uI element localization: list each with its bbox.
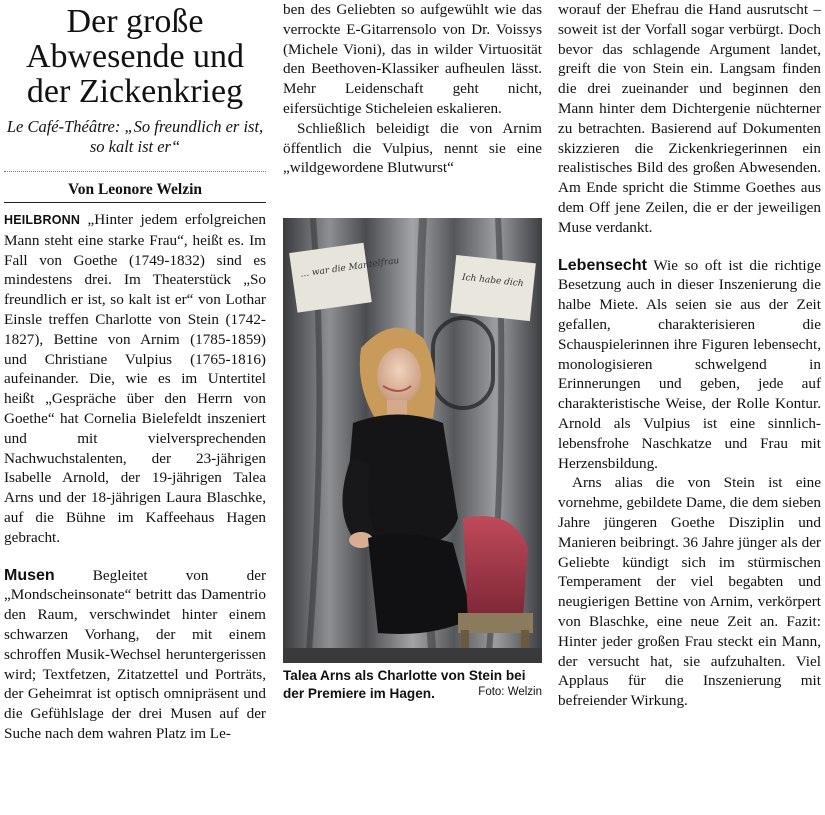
byline-divider: [4, 202, 266, 203]
paragraph-lebensecht-text: Wie so oft ist die richtige Besetzung auch in dieser Inszenierung die halbe Miete. Als seien sie aus der Zeit gefallen, charakterisieren die Schauspielerinnen ihre Figuren lebensecht, monologisieren schwelgend in Erinnerungen und geben, jede auf charakteristische Weise, der Rolle Kontur. Arnold als Vulpius ist eine sinnlich-lebensfrohe Naschkatze und Frau mit Herzensbildung.: [558, 256, 821, 472]
column-3: [558, 0, 821, 711]
article-photo: [283, 218, 542, 663]
paragraph-blutwurst: Schließlich beleidigt die von Arnim öffentlich die Vulpius, nennt sie eine „wildgewordene Blutwurst“: [283, 119, 542, 177]
paragraph-musen-text: Begleitet von der „Mondscheinsonate“ betritt das Damentrio den Raum, verschwindet hinter einem schwarzen Vorhang, der mit einem schroffen Musik-Wechsel heruntergerissen wird; Textfetzen, Zitatzettel und Porträts, der Geheimrat ist optisch omnipräsent und die Gefühlslage der drei Musen auf der Suche nach dem wahren Platz im Le-: [4, 566, 266, 742]
paragraph-lebensecht: [558, 256, 821, 474]
column-1: [4, 0, 266, 744]
dotted-divider: [4, 171, 266, 172]
kicker-musen: Musen: [4, 566, 55, 584]
paragraph-musen: [4, 566, 266, 744]
headline: Der große Abwesende und der Zickenkrieg: [25, 3, 245, 110]
photo-credit: Foto: Welzin: [478, 685, 542, 698]
kicker-lebensecht: Lebensecht: [558, 256, 647, 274]
paragraph-intro-text: „Hinter jedem erfolgreichen Mann steht eine starke Frau“, heißt es. Im Fall von Goethe (1749-1832) sind es mindestens drei. Im Theaterstück „So freundlich er ist, so kalt ist er“ von Lothar Einsle treffen Charlotte von Stein (1742-1827), Bettine von Arnim (1785-1859) und Christiane Vulpius (1765-1816) aufeinander. Die, wie es im Untertitel heißt „Gespräche über den Herrn von Goethe“ hat Cornelia Bielefeldt inszeniert und mit vielversprechenden Nachwuchstalenten, der 23-jährigen Isabelle Arnold, der 19-jährigen Talea Arns und der 18-jährigen Laura Blaschke, auf die Bühne im Kaffeehaus Hagen gebracht.: [4, 211, 267, 546]
paragraph-vorfall: worauf der Ehefrau die Hand ausrutscht – soweit ist der Vorfall sogar verbürgt. Doch bevor das schlagende Argument landet, greift die von Stein ein. Langsam finden die drei zueinander und beginnen den Mann hinter dem Dichtergenie nüchterner zu betrachten. Basierend auf Dokumenten skizzieren die Zickenkriegerinnen ein realistisches Bild des großen Abwesenden. Am Ende spricht die Stimme Goethes aus dem Off jene Zeilen, die er der jeweiligen Muse verdankt.: [558, 1, 821, 236]
byline: Von Leonore Welzin: [67, 181, 203, 198]
photo-caption-text: Talea Arns als Charlotte von Stein bei der Premiere im Hagen.: [283, 668, 526, 701]
subheadline: Le Café-Théâtre: „So freundlich er ist, so kalt ist er“: [6, 117, 264, 156]
column-2: [283, 0, 542, 702]
photo-illustration: [283, 218, 542, 663]
photo-note-left: … war die Mantelfrau: [299, 256, 400, 280]
dateline: HEILBRONN: [4, 213, 81, 227]
photo-note-right: Ich habe dich: [461, 272, 524, 290]
paragraph-intro: [4, 210, 266, 548]
photo-caption: [283, 667, 542, 702]
paragraph-continued: ben des Geliebten so aufgewühlt wie das verrockte E-Gitarrensolo von Dr. Voissys (Michele Vioni), das in wilder Virtuosität den Beethoven-Klassiker aufheulen lässt. Mehr Leidenschaft geht nicht, eifersüchtige Sticheleien eskalieren.: [283, 1, 542, 117]
paragraph-fazit: Arns alias die von Stein ist eine vornehme, gebildete Dame, die dem sieben Jahre jüngeren Goethe Disziplin und Manieren beibringt. 36 Jahre jünger als der Geliebte kündigt sich im stürmischen Temperament der viel begabten und neugierigen Bettine von Arnim, verkörpert von Blaschke, eine neue Zeit an. Fazit: Hinter jeder großen Frau steckt ein Mann, der versucht hat, sie aufzuhalten. Viel Applaus für die Inszenierung mit befreiender Wirkung.: [558, 474, 821, 710]
